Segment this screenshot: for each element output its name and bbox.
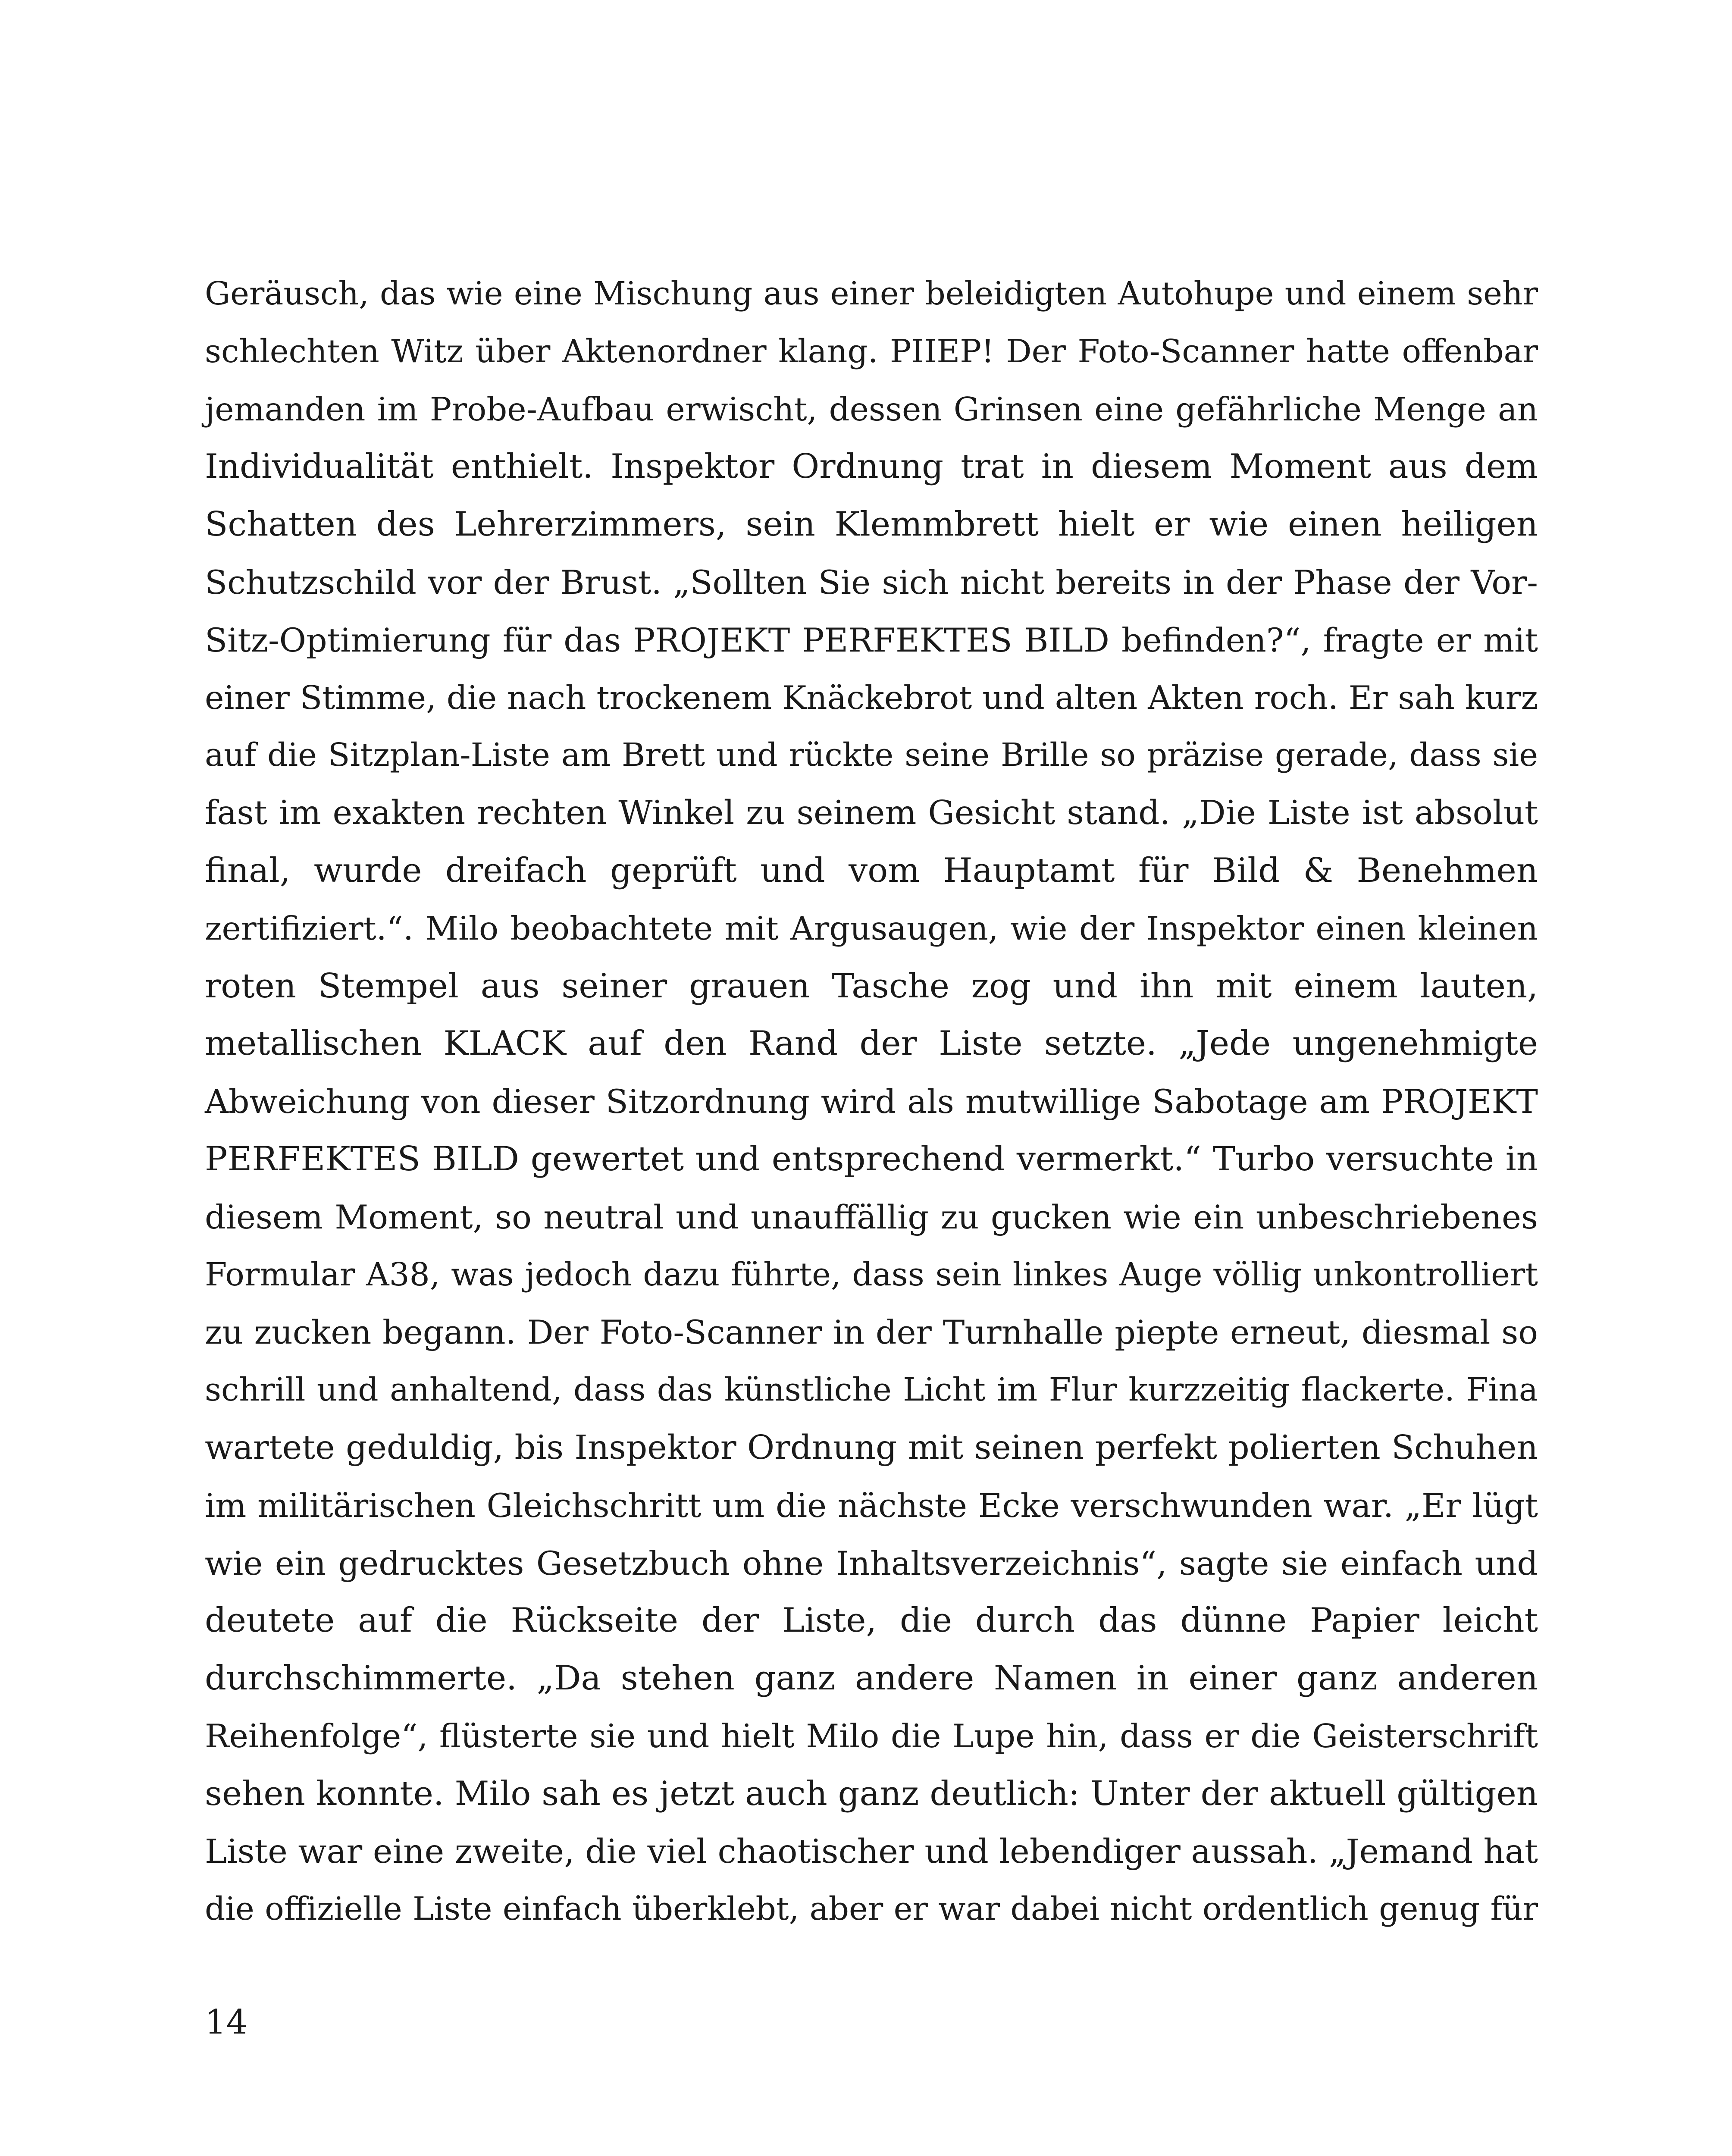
text-line: Sitz-Optimierung für das PROJEKT PERFEKTES BILD befinden?“, fragte er mit [205,620,1538,659]
text-line: Formular A38, was jedoch dazu führte, dass sein linkes Auge völlig unkontrolliert [205,1256,1538,1293]
text-line: Schatten des Lehrerzimmers, sein Klemmbrett hielt er wie einen heiligen [205,505,1538,544]
text-line: final, wurde dreifach geprüft und vom Hauptamt für Bild & Benehmen [205,851,1538,890]
text-line: durchschimmerte. „Da stehen ganz andere Namen in einer ganz anderen [205,1659,1538,1698]
text-line: fast im exakten rechten Winkel zu seinem Gesicht stand. „Die Liste ist absolut [205,794,1538,833]
text-line: metallischen KLACK auf den Rand der Liste setzte. „Jede ungenehmigte [205,1024,1538,1063]
text-line: Schutzschild vor der Brust. „Sollten Sie sich nicht bereits in der Phase der Vor- [205,563,1538,602]
page-number: 14 [205,2003,248,2042]
text-line: diesem Moment, so neutral und unauffällig zu gucken wie ein unbeschriebenes [205,1197,1538,1236]
text-line: PERFEKTES BILD gewertet und entsprechend vermerkt.“ Turbo versuchte in [205,1139,1538,1178]
text-line: roten Stempel aus seiner grauen Tasche zog und ihn mit einem lauten, [205,966,1538,1006]
text-line: im militärischen Gleichschritt um die nächste Ecke verschwunden war. „Er lügt [205,1486,1538,1525]
text-line: zertifiziert.“. Milo beobachtete mit Argusaugen, wie der Inspektor einen kleinen [205,909,1538,947]
text-line: schlechten Witz über Aktenordner klang. PIIEP! Der Foto-Scanner hatte offenbar [205,332,1538,370]
text-line: Liste war eine zweite, die viel chaotischer und lebendiger aussah. „Jemand hat [205,1832,1538,1871]
text-line: wie ein gedrucktes Gesetzbuch ohne Inhaltsverzeichnis“, sagte sie einfach und [205,1544,1538,1583]
text-line: jemanden im Probe-Aufbau erwischt, dessen Grinsen eine gefährliche Menge an [205,390,1538,428]
text-line: schrill und anhaltend, dass das künstliche Licht im Flur kurzzeitig flackerte. Fina [205,1371,1538,1409]
text-line: Reihenfolge“, flüsterte sie und hielt Milo die Lupe hin, dass er die Geisterschrift [205,1717,1538,1755]
text-line: Abweichung von dieser Sitzordnung wird als mutwillige Sabotage am PROJEKT [205,1082,1538,1121]
text-line: auf die Sitzplan-Liste am Brett und rückte seine Brille so präzise gerade, dass sie [205,736,1538,774]
text-line: wartete geduldig, bis Inspektor Ordnung mit seinen perfekt polierten Schuhen [205,1428,1538,1467]
body-text [205,265,1538,1938]
text-line: Geräusch, das wie eine Mischung aus einer beleidigten Autohupe und einem sehr [205,275,1538,312]
text-line: zu zucken begann. Der Foto-Scanner in der Turnhalle piepte erneut, diesmal so [205,1313,1538,1352]
text-line: Individualität enthielt. Inspektor Ordnung trat in diesem Moment aus dem [205,447,1538,486]
text-line: einer Stimme, die nach trockenem Knäckebrot und alten Akten roch. Er sah kurz [205,678,1538,717]
text-line: deutete auf die Rückseite der Liste, die durch das dünne Papier leicht [205,1601,1538,1640]
text-line: die offizielle Liste einfach überklebt, aber er war dabei nicht ordentlich genug für [205,1890,1538,1928]
text-line: sehen konnte. Milo sah es jetzt auch ganz deutlich: Unter der aktuell gültigen [205,1774,1538,1813]
